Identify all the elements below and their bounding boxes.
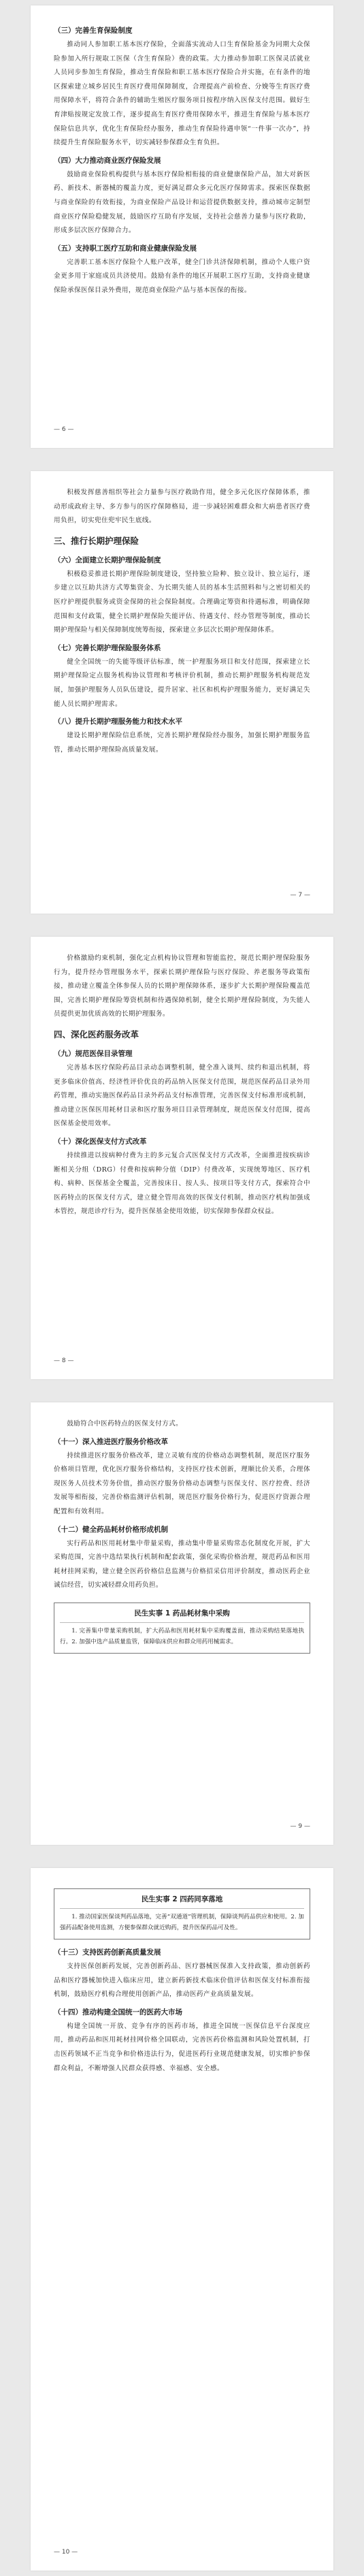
document-page-3 xyxy=(31,937,333,1379)
subsection-heading: （十一）深入推进医疗服务价格改革 xyxy=(54,1437,168,1446)
paragraph: 推动同人参加职工基本医疗保险，全面落实流动人口生育保险基金为同期大众保险参加入所行规取工医保（含生育保险）费的政策。大力推动参加职工医保灵活就业人员同步参加生育保险，推动生育保险和职工基本医疗保险合并实施，在有条件的地区探索建立城乡居民生育医疗费用保障制度，合理提高产前检查、分娩等生育医疗费用保障水平，将符合条件的辅助生殖医疗服务项目按程序纳入医保支付范围。做好生育津贴按规定发放工作，逐步提高生育医疗费用保障水平，推进生育保险与基本医疗保险信息共享，优化生育保险经办服务，推动生育保险待遇申领“一件事一次办”，持续提升生育保险服务水平，切实减轻参保群众生育负担。 xyxy=(54,41,310,147)
subsection-heading: （九）规范医保目录管理 xyxy=(54,1049,133,1058)
section-heading: 四、深化医药服务改革 xyxy=(54,1029,139,1040)
callout-box xyxy=(54,1603,310,1654)
document-page-4 xyxy=(31,1402,333,1845)
subsection-heading: （七）完善长期护理保险服务体系 xyxy=(54,643,161,652)
subsection-heading: （五）支持职工医疗互助和商业健康保险发展 xyxy=(54,244,197,253)
paragraph: 价格激励约束机制，强化定点机构协议管理和智能监控，规范长期护理保险服务行为，提升经办管理服务水平，探索长期护理保险与医疗保险、养老服务等政策衔接，推动建立覆盖全体参保人员的长期护理保障体系，逐步扩大长期护理保险覆盖范围，完善长期护理保险筹资机制和待遇保障机制，健全长期护理保险制度，为失能人员提供更加优质高效的长期护理服务。 xyxy=(54,954,310,1018)
section-heading: 三、推行长期护理保险 xyxy=(54,535,139,546)
paragraph: 持续推进医疗服务价格改革，建立灵敏有度的价格动态调整机制，规范医疗服务价格项目管理，优化医疗服务价格结构，支持医疗技术创新，理顺比价关系，合理体现医务人员技术劳务价值，推动医疗服务价格动态调整与医保支付、医疗控费、经济发展等相衔接，完善价格监测评估机制，规范医疗服务价格行为，促进医疗资源合理配置和有效利用。 xyxy=(54,1451,310,1515)
paragraph: 积极发挥慈善组织等社会力量参与医疗救助作用，健全多元化医疗保障体系，推动形成政府主导、多方参与的医疗保障格局，进一步减轻困难群众和大病患者医疗费用负担，切实兜住兜牢民生底线。 xyxy=(54,489,310,525)
callout-body: 1. 推动国家医保谈判药品落地，完善“双通道”管理机制，保障谈判药品供应和使用。2. 加强药品配备使用监测，方便参保群众就近购药，提升医保药品可及性。 xyxy=(60,1914,304,1931)
document-page-2 xyxy=(31,471,333,914)
subsection-heading: （四）大力推动商业医疗保险发展 xyxy=(54,156,161,165)
callout-body: 1. 完善集中带量采购机制，扩大药品和医用耗材集中采购覆盖面，推动采购结果落地执行。2. 加强中选产品质量监管，保障临床供应和群众用药用械需求。 xyxy=(60,1627,304,1645)
subsection-heading: （十）深化医保支付方式改革 xyxy=(54,1137,147,1146)
page-number: — 7 — xyxy=(290,892,310,899)
page-number: — 8 — xyxy=(54,1357,74,1364)
paragraph: 构建全国统一开放、竞争有序的医药市场，推进全国统一医保信息平台深度应用，推动药品和医用耗材挂网价格全国联动，完善医药价格监测和风险处置机制，打击医药领域不正当竞争和价格违法行为，促进医药行业规范健康发展，切实维护参保群众利益，不断增强人民群众获得感、幸福感、安全感。 xyxy=(54,2022,310,2072)
document-page-5 xyxy=(31,1868,333,2571)
callout-title: 民生实事 2 四药同享落地 xyxy=(60,1893,304,1909)
paragraph: 完善职工基本医疗保险个人账户改革，健全门诊共济保障机制，推动个人账户资金更多用于家庭成员共济使用。鼓励有条件的地区开展职工医疗互助，支持商业健康保险承保医保目录外费用，规范商业保险产品与基本医保的衔接。 xyxy=(54,258,310,294)
subsection-heading: （八）提升长期护理服务能力和技术水平 xyxy=(54,718,182,726)
page-number: — 9 — xyxy=(290,1823,310,1830)
paragraph: 鼓励符合中医药特点的医保支付方式。 xyxy=(67,1420,183,1428)
page-number: — 10 — xyxy=(54,2549,78,2556)
paragraph: 鼓励商业保险机构提供与基本医疗保险相衔接的商业健康保险产品，加大对新医药、新技术、新器械的覆盖力度，更好满足群众多元化医疗保障需求。探索医保数据与商业保险的有效衔接，为商业保险产品设计和运营提供数据支持，推动城市定制型商业医疗保险稳健发展，鼓励医疗互助有序发展，支持社会慈善力量参与医疗救助，形成多层次医疗保障合力。 xyxy=(54,170,310,235)
callout-title: 民生实事 1 药品耗材集中采购 xyxy=(60,1607,304,1623)
paragraph: 支持医保创新药发展，完善创新药品、医疗器械医保准入支持政策，推动创新药品和医疗器械加快进入临床应用，建立新药新技术临床价值评估和医保支付标准衔接机制，鼓励医疗机构合理使用创新产品，推动医药产业高质量发展。 xyxy=(54,1963,310,1999)
subsection-heading: （十三）支持医药创新高质量发展 xyxy=(54,1948,161,1957)
subsection-heading: （三）完善生育保险制度 xyxy=(54,27,133,35)
subsection-heading: （十二）健全药品耗材价格形成机制 xyxy=(54,1525,168,1534)
paragraph: 持续推进以按病种付费为主的多元复合式医保支付方式改革，全面推进按疾病诊断相关分组（DRG）付费和按病种分值（DIP）付费改革，实现统筹地区、医疗机构、病种、医保基金全覆盖，完善按床日、按人头、按项目等支付方式，探索符合中医药特点的医保支付方式，建立健全管用高效的医保支付机制，推动医疗机构加强成本管控，规范诊疗行为，提升医保基金使用效能，切实保障参保群众权益。 xyxy=(54,1151,310,1216)
paragraph: 健全全国统一的失能等级评估标准，统一护理服务项目和支付范围，探索建立长期护理保险定点服务机构协议管理和考核评价机制，推动长期护理服务机构规范发展，加强护理服务人员队伍建设，提升居家、社区和机构护理服务能力，更好满足失能人员长期护理需求。 xyxy=(54,658,310,708)
callout-box xyxy=(54,1888,310,1939)
paragraph: 建设长期护理保险信息系统，完善长期护理保险经办服务，加强长期护理服务监管，推动长期护理保险高质量发展。 xyxy=(54,732,310,754)
page-number: — 6 — xyxy=(54,426,74,433)
paragraph: 完善基本医疗保险药品目录动态调整机制，健全准入谈判、续约和退出机制，将更多临床价值高、经济性评价优良的药品纳入医保支付范围，规范医保药品目录外用药管理，推动实施医保药品目录外药品支付标准管理，完善医保支付标准形成机制，推动建立医保医用耗材目录和医疗服务项目目录管理制度，规范医保支付范围，提高医保基金使用效率。 xyxy=(54,1063,310,1128)
subsection-heading: （十四）推动构建全国统一的医药大市场 xyxy=(54,2008,182,2016)
document-page-1 xyxy=(31,5,333,448)
paragraph: 积极稳妥推进长期护理保险制度建设，坚持独立险种、独立设计、独立运行，逐步建立以互助共济方式筹集资金、为长期失能人员的基本生活照料和与之密切相关的医疗护理提供服务或资金保障的社会保险制度。合理确定筹资和待遇标准，明确保障范围和支付政策，健全长期护理保险失能评估、待遇支付、经办管理等制度，推动长期护理保险与相关保障制度统筹衔接，探索建立多层次长期护理保障体系。 xyxy=(54,570,310,634)
subsection-heading: （六）全面建立长期护理保险制度 xyxy=(54,556,161,564)
paragraph: 实行药品和医用耗材集中带量采购，推动集中带量采购常态化制度化开展，扩大采购范围，完善中选结果执行机制和配套政策，强化采购价格治理，规范药品和医用耗材挂网采购，建立健全医药价格信息监测与价格招采信用评价制度，推动医药企业诚信经营，切实减轻群众用药负担。 xyxy=(54,1539,310,1590)
